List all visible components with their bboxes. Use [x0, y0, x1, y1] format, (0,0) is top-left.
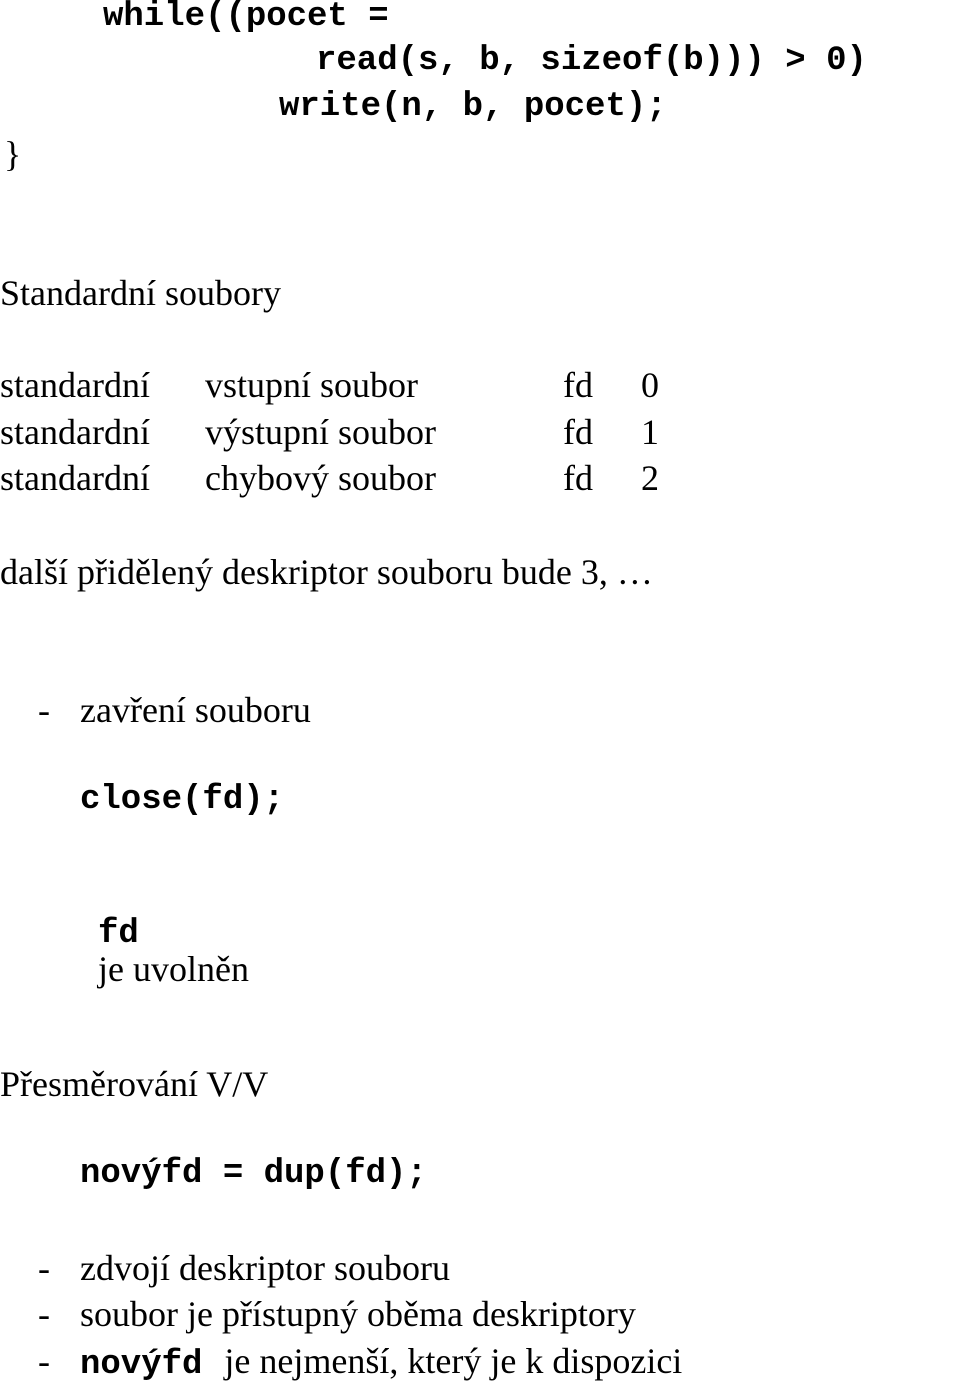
bullet-text: zdvojí deskriptor souboru — [80, 1248, 450, 1288]
row-fd: fd — [563, 365, 593, 405]
row-prefix: standardní — [0, 412, 150, 452]
closing-dash: - — [38, 690, 50, 730]
section-heading-standard-files: Standardní soubory — [0, 273, 281, 313]
code-line-write: write(n, b, pocet); — [279, 88, 667, 126]
row-prefix: standardní — [0, 365, 150, 405]
fd-released-note — [80, 876, 249, 987]
code-line-while: while((pocet = — [103, 0, 389, 36]
bullet-dash: - — [38, 1248, 50, 1288]
fd-code: fd — [98, 915, 139, 953]
row-fd: fd — [563, 458, 593, 498]
code-dup-call: novýfd = dup(fd); — [80, 1155, 427, 1193]
code-line-read: read(s, b, sizeof(b))) > 0) — [316, 42, 867, 80]
bullet-code: novýfd — [80, 1346, 203, 1384]
bullet-content — [80, 1343, 682, 1382]
row-name: chybový soubor — [205, 458, 436, 498]
row-fd: fd — [563, 412, 593, 452]
code-close-call: close(fd); — [80, 781, 285, 819]
next-descriptor-note: další přidělený deskriptor souboru bude 3, … — [0, 552, 653, 592]
closing-title: zavření souboru — [80, 690, 311, 730]
bullet-text: je nejmenší, který je k dispozici — [224, 1341, 683, 1381]
row-num: 2 — [641, 458, 659, 498]
row-name: výstupní soubor — [205, 412, 437, 452]
row-name: vstupní soubor — [205, 365, 419, 405]
row-prefix: standardní — [0, 458, 150, 498]
code-closing-brace: } — [4, 134, 22, 174]
fd-released-text: je uvolněn — [98, 949, 249, 989]
row-num: 1 — [641, 412, 659, 452]
row-num: 0 — [641, 365, 659, 405]
bullet-dash: - — [38, 1294, 50, 1334]
section-heading-redirection: Přesměrování V/V — [0, 1064, 269, 1104]
bullet-text: soubor je přístupný oběma deskriptory — [80, 1294, 636, 1334]
bullet-dash: - — [38, 1341, 50, 1381]
